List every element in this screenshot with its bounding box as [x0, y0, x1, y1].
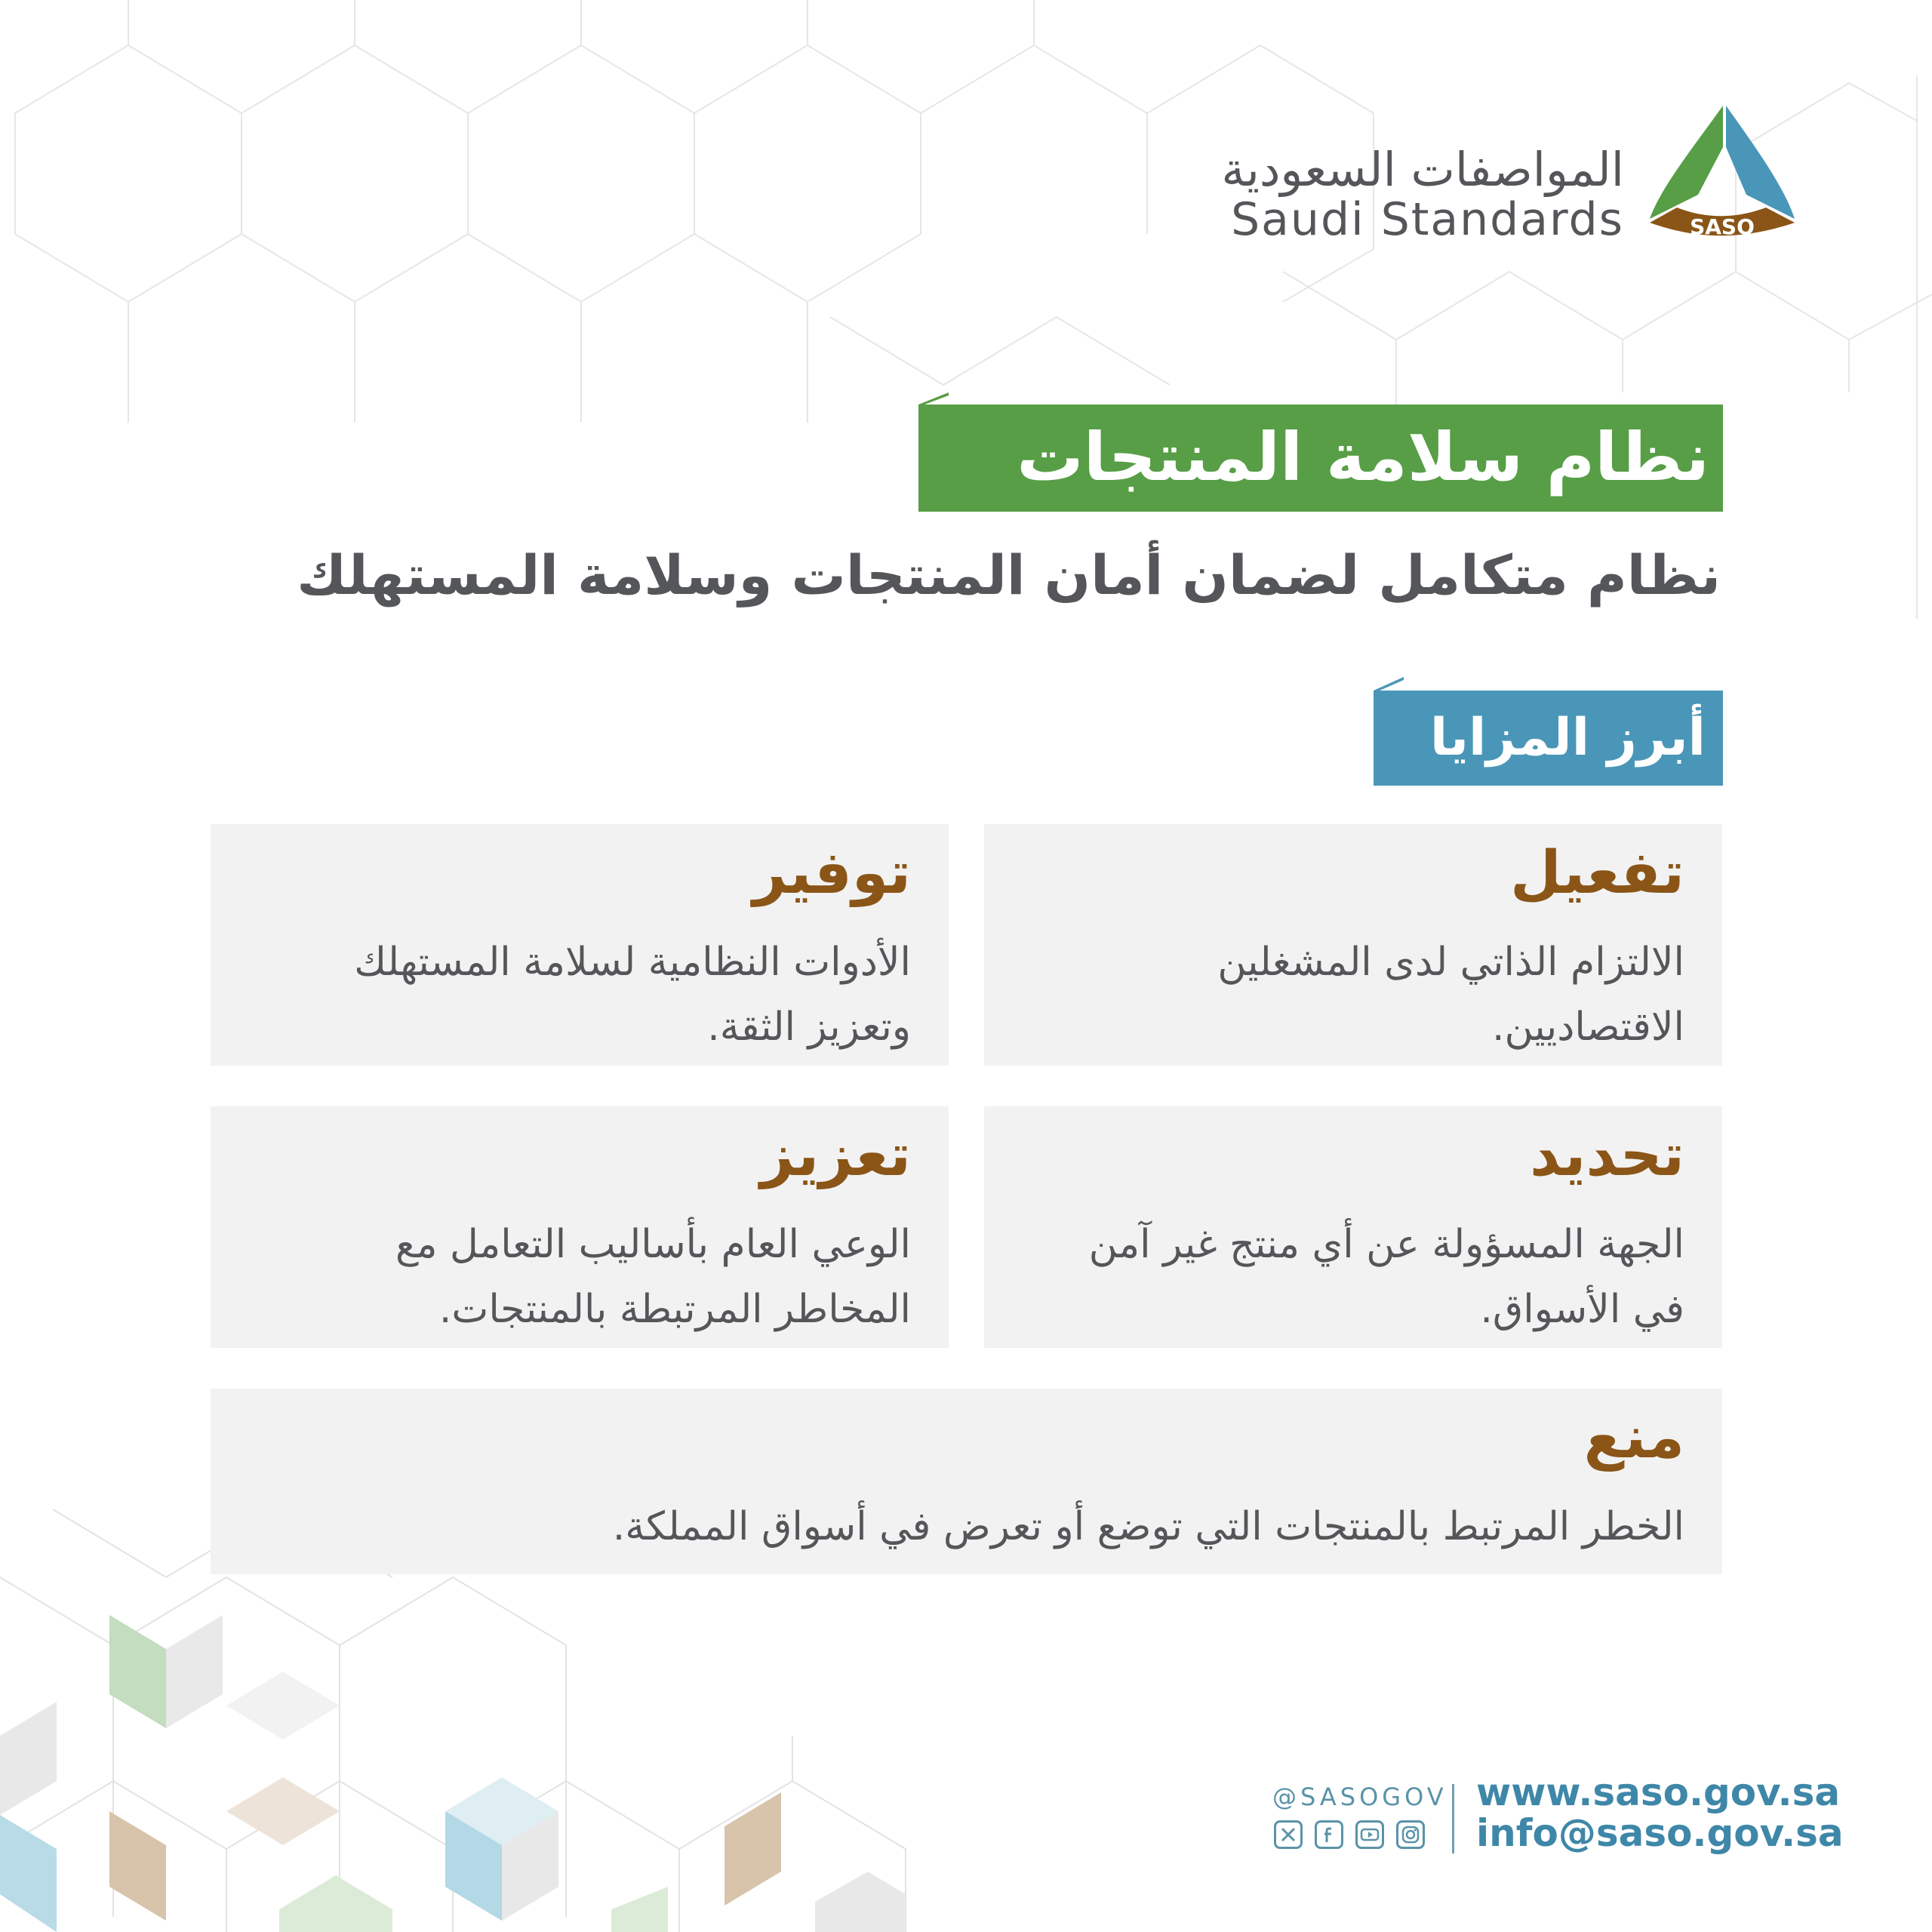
page-title: نظام سلامة المنتجات	[1017, 418, 1709, 496]
feature-desc-line1: الالتزام الذاتي لدى المشغلين	[1217, 940, 1684, 985]
page-subtitle: نظام متكامل لضمان أمان المنتجات وسلامة المستهلك	[297, 543, 1721, 607]
feature-title: توفير	[752, 839, 911, 907]
instagram-icon[interactable]	[1396, 1820, 1425, 1849]
facebook-icon[interactable]	[1315, 1820, 1343, 1849]
logo-name-arabic: المواصفات السعودية	[1221, 142, 1624, 197]
feature-desc-line1: الوعي العام بأساليب التعامل مع	[395, 1222, 911, 1267]
saso-logo-icon	[1645, 106, 1796, 249]
feature-title: تفعيل	[1510, 839, 1684, 907]
logo-badge-text: SASO	[1690, 214, 1755, 239]
x-icon[interactable]	[1274, 1820, 1303, 1849]
feature-title: تعزيز	[760, 1121, 911, 1189]
youtube-icon[interactable]	[1355, 1820, 1384, 1849]
feature-desc-line1: الأدوات النظامية لسلامة المستهلك	[354, 940, 911, 985]
feature-desc-line2: الاقتصاديين.	[1491, 1004, 1684, 1050]
feature-card-prevention	[211, 1389, 1722, 1574]
feature-title: منع	[1583, 1404, 1684, 1472]
feature-card-provision	[211, 824, 949, 1066]
email-link[interactable]: info@saso.gov.sa	[1476, 1811, 1844, 1855]
feature-card-activation	[984, 824, 1722, 1066]
feature-desc-line1: الجهة المسؤولة عن أي منتج غير آمن	[1088, 1222, 1684, 1267]
feature-desc-line2: وتعزيز الثقة.	[707, 1004, 911, 1050]
footer-divider	[1452, 1784, 1454, 1854]
feature-desc-line1: الخطر المرتبط بالمنتجات التي توضع أو تعرض في أسواق المملكة.	[612, 1504, 1684, 1549]
feature-card-identification	[984, 1106, 1722, 1348]
social-handle[interactable]: @SASOGOV	[1272, 1783, 1447, 1811]
feature-card-enhancement	[211, 1106, 949, 1348]
title-banner-accent	[918, 392, 949, 405]
feature-desc-line2: في الأسواق.	[1480, 1287, 1684, 1332]
features-heading: أبرز المزايا	[1429, 708, 1706, 768]
logo-name-english: Saudi Standards	[1231, 193, 1624, 246]
feature-desc-line2: المخاطر المرتبطة بالمنتجات.	[438, 1287, 911, 1332]
feature-title: تحديد	[1530, 1121, 1684, 1189]
features-banner-accent	[1374, 677, 1404, 691]
website-link[interactable]: www.saso.gov.sa	[1476, 1770, 1841, 1814]
